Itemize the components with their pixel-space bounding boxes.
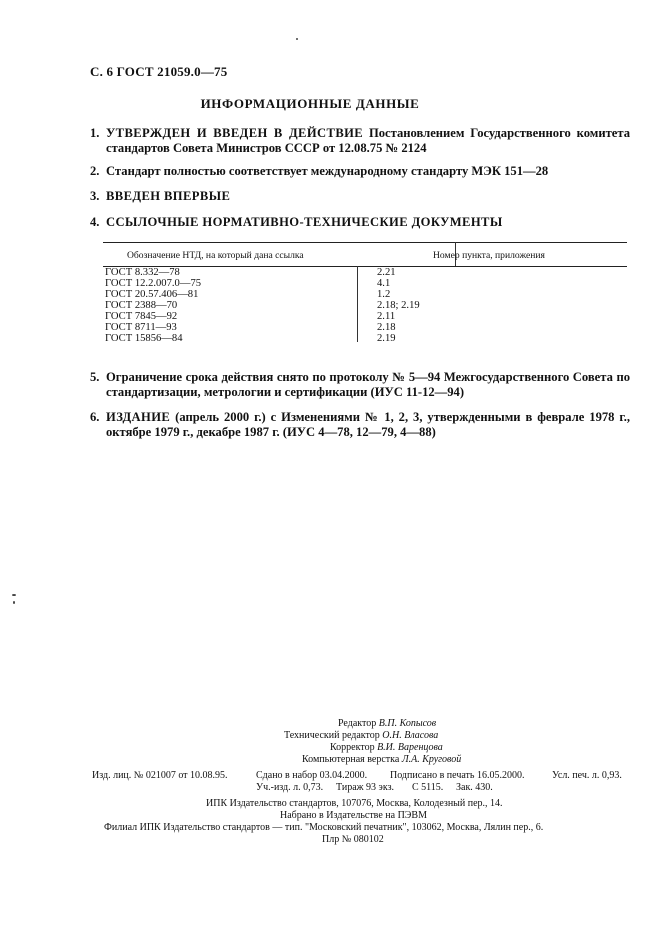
typeset-location: Набрано в Издательстве на ПЭВМ bbox=[280, 810, 427, 821]
table-cell-doc: ГОСТ 7845—92 bbox=[105, 311, 178, 322]
credit-name: О.Н. Власова bbox=[382, 730, 439, 741]
credit-proofreader bbox=[330, 742, 443, 754]
table-cell-clause: 4.1 bbox=[377, 278, 391, 289]
table-cell-doc: ГОСТ 20.57.406—81 bbox=[105, 289, 199, 300]
item-number: 2. bbox=[90, 164, 100, 178]
table-cell-doc: ГОСТ 8711—93 bbox=[105, 322, 177, 333]
scan-speck bbox=[13, 601, 15, 604]
table-cell-clause: 2.11 bbox=[377, 311, 396, 322]
table-cell-doc: ГОСТ 12.2.007.0—75 bbox=[105, 278, 202, 289]
item-number: 3. bbox=[90, 189, 100, 203]
item-lead: ИЗДАНИЕ bbox=[106, 410, 171, 424]
credit-name: В.И. Варенцова bbox=[377, 742, 443, 753]
reference-table bbox=[103, 242, 627, 348]
branch-address: Филиал ИПК Издательство стандартов — тип. "Московский печатник", 103062, Москва, Лялин пер., 6. bbox=[104, 822, 544, 833]
credit-role: Технический редактор bbox=[284, 730, 380, 741]
item-text: (апрель 2000 г.) с Изменениями № 1, 2, 3, утвержденными в феврале 1978 г., октябре 1979 г., декабре 1987 г. (ИУС 4—78, 12—79, 4—88) bbox=[106, 410, 630, 439]
item-lead: ВВЕДЕН ВПЕРВЫЕ bbox=[106, 189, 231, 203]
item-number: 4. bbox=[90, 215, 100, 229]
item-lead: УТВЕРЖДЕН И ВВЕДЕН В ДЕЙСТВИЕ bbox=[106, 126, 364, 140]
item-text: Постановлением Государственного комитета стандартов Совета Министров СССР от 12.08.75 № 2124 bbox=[106, 126, 631, 155]
item-number: 5. bbox=[90, 370, 100, 384]
table-cell-clause: 2.19 bbox=[377, 333, 396, 344]
credit-tech-editor bbox=[284, 730, 438, 742]
table-header-clause: Номер пункта, приложения bbox=[433, 250, 545, 261]
info-item-5 bbox=[90, 370, 630, 400]
order-number: Зак. 430. bbox=[456, 782, 493, 793]
table-top-rule bbox=[103, 242, 627, 243]
info-item-6 bbox=[90, 410, 630, 440]
credit-editor bbox=[338, 718, 436, 730]
table-cell-doc: ГОСТ 2388—70 bbox=[105, 300, 178, 311]
typeset-date: Сдано в набор 03.04.2000. bbox=[256, 770, 368, 781]
info-item-3 bbox=[90, 189, 630, 204]
edit-sheets: Уч.-изд. л. 0,73. bbox=[256, 782, 324, 793]
table-cell-clause: 2.18; 2.19 bbox=[377, 300, 420, 311]
credit-layout bbox=[302, 754, 461, 766]
item-number: 6. bbox=[90, 410, 100, 424]
scan-speck bbox=[12, 594, 16, 596]
info-item-2 bbox=[90, 164, 630, 179]
credit-name: Л.А. Круговой bbox=[401, 754, 462, 765]
item-text: Стандарт полностью соответствует международному стандарту МЭК 151—28 bbox=[106, 164, 549, 178]
table-row bbox=[103, 333, 627, 345]
print-sheets: Усл. печ. л. 0,93. bbox=[552, 770, 622, 781]
info-item-1 bbox=[90, 126, 630, 156]
table-header-doc: Обозначение НТД, на который дана ссылка bbox=[127, 250, 304, 261]
item-lead: ССЫЛОЧНЫЕ НОРМАТИВНО-ТЕХНИЧЕСКИЕ ДОКУМЕНТЫ bbox=[106, 215, 503, 229]
table-cell-doc: ГОСТ 15856—84 bbox=[105, 333, 183, 344]
table-cell-clause: 1.2 bbox=[377, 289, 391, 300]
scan-speck bbox=[296, 38, 298, 40]
section-title: ИНФОРМАЦИОННЫЕ ДАННЫЕ bbox=[200, 96, 420, 111]
credit-role: Компьютерная верстка bbox=[302, 754, 400, 765]
credit-role: Корректор bbox=[330, 742, 375, 753]
c-code: С 5115. bbox=[412, 782, 444, 793]
table-cell-clause: 2.21 bbox=[377, 267, 396, 278]
table-cell-doc: ГОСТ 8.332—78 bbox=[105, 267, 180, 278]
item-number: 1. bbox=[90, 126, 100, 140]
print-run: Тираж 93 экз. bbox=[336, 782, 395, 793]
license-number: Изд. лиц. № 021007 от 10.08.95. bbox=[92, 770, 228, 781]
signed-date: Подписано в печать 16.05.2000. bbox=[390, 770, 525, 781]
item-text: Ограничение срока действия снято по протоколу № 5—94 Межгосударственного Совета по стандартизации, метрологии и сертификации (ИУС 11-12—94) bbox=[106, 370, 630, 399]
credit-name: В.П. Копысов bbox=[378, 718, 437, 729]
page-header: С. 6 ГОСТ 21059.0—75 bbox=[90, 64, 228, 79]
table-cell-clause: 2.18 bbox=[377, 322, 396, 333]
publisher-address: ИПК Издательство стандартов, 107076, Москва, Колодезный пер., 14. bbox=[206, 798, 503, 809]
info-item-4 bbox=[90, 215, 630, 230]
credit-role: Редактор bbox=[338, 718, 377, 729]
plr-number: Плр № 080102 bbox=[322, 834, 384, 845]
